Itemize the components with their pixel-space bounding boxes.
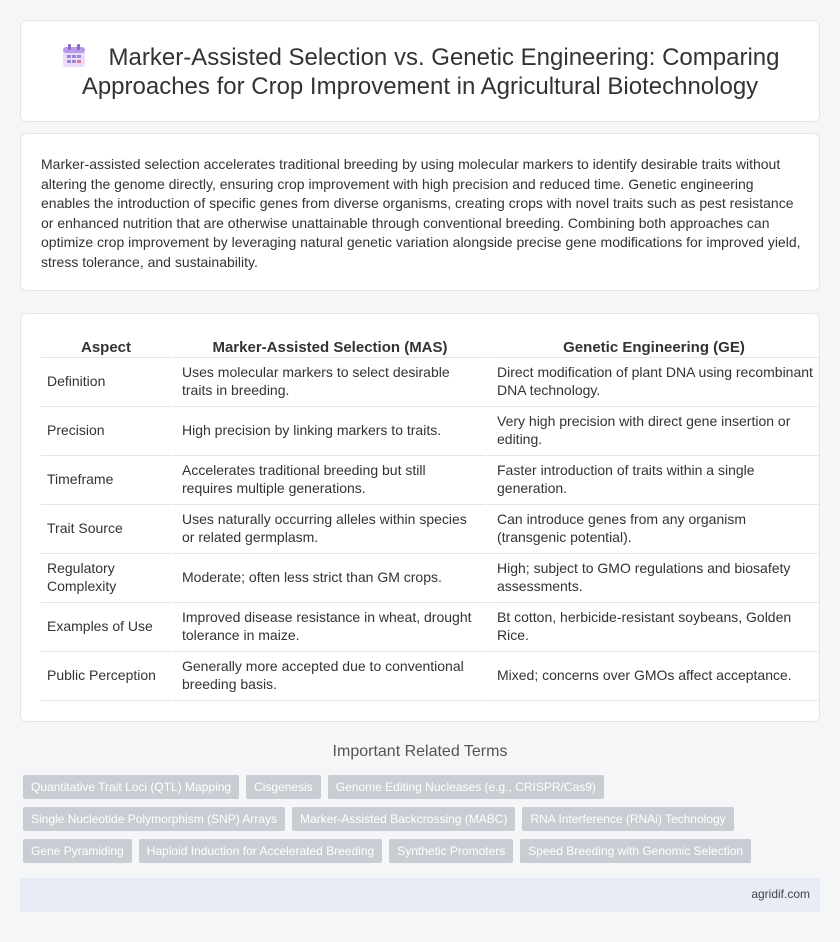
related-terms-heading: Important Related Terms [332, 743, 508, 760]
cell-ge: Mixed; concerns over GMOs affect acceptance. [486, 652, 819, 701]
table-row [41, 456, 819, 505]
cell-mas: Moderate; often less strict than GM crops. [171, 554, 486, 603]
title-line-2: Approaches for Crop Improvement in Agricultural Biotechnology [81, 73, 759, 100]
cell-mas: Accelerates traditional breeding but still requires multiple generations. [171, 456, 486, 505]
related-term-tag[interactable]: Haploid Induction for Accelerated Breeding [139, 839, 382, 863]
related-term-tag[interactable]: RNA Interference (RNAi) Technology [522, 807, 733, 831]
cell-aspect: Public Perception [41, 652, 171, 701]
header-ge: Genetic Engineering (GE) [486, 334, 819, 358]
related-terms-tags [23, 775, 823, 871]
table-row [41, 505, 819, 554]
table-row [41, 407, 819, 456]
tag-row [23, 775, 823, 799]
related-term-tag[interactable]: Synthetic Promoters [389, 839, 513, 863]
table-header-row [41, 334, 819, 358]
related-term-tag[interactable]: Quantitative Trait Loci (QTL) Mapping [23, 775, 239, 799]
cell-aspect: Precision [41, 407, 171, 456]
footer-site-link[interactable]: agridif.com [751, 887, 810, 901]
intro-card [20, 133, 820, 291]
comparison-table [41, 334, 819, 701]
cell-aspect: Examples of Use [41, 603, 171, 652]
page-title [21, 43, 819, 101]
intro-text: Marker-assisted selection accelerates traditional breeding by using molecular markers to identify desirable traits without altering the genome directly, ensuring crop improvement with high precision and reduced time. Genetic engineering enables the introduction of specific genes from diverse organisms, creating crops with novel traits such as pest resistance or enhanced nutrition that are otherwise unattainable through conventional breeding. Combining both approaches can optimize crop improvement by leveraging natural genetic variation alongside precise gene modifications for improved yield, stress tolerance, and sustainability. [41, 156, 801, 270]
table-row [41, 554, 819, 603]
cell-aspect: Definition [41, 358, 171, 407]
cell-ge: Faster introduction of traits within a single generation. [486, 456, 819, 505]
header-mas: Marker-Assisted Selection (MAS) [171, 334, 486, 358]
related-term-tag[interactable]: Genome Editing Nucleases (e.g., CRISPR/Cas9) [328, 775, 604, 799]
cell-aspect: Regulatory Complexity [41, 554, 171, 603]
tag-row [23, 807, 823, 831]
table-row [41, 358, 819, 407]
cell-mas: High precision by linking markers to traits. [171, 407, 486, 456]
title-card [20, 20, 820, 122]
cell-ge: Very high precision with direct gene insertion or editing. [486, 407, 819, 456]
title-line-1: Marker-Assisted Selection vs. Genetic Engineering: Comparing [108, 44, 780, 71]
related-term-tag[interactable]: Speed Breeding with Genomic Selection [520, 839, 751, 863]
cell-ge: Can introduce genes from any organism (transgenic potential). [486, 505, 819, 554]
table-row [41, 603, 819, 652]
header-aspect: Aspect [41, 334, 171, 358]
cell-aspect: Timeframe [41, 456, 171, 505]
table-row [41, 652, 819, 701]
cell-ge: High; subject to GMO regulations and biosafety assessments. [486, 554, 819, 603]
cell-ge: Direct modification of plant DNA using recombinant DNA technology. [486, 358, 819, 407]
cell-mas: Uses naturally occurring alleles within species or related germplasm. [171, 505, 486, 554]
calendar-grid-icon [61, 43, 87, 69]
comparison-table-card [20, 313, 820, 722]
related-term-tag[interactable]: Gene Pyramiding [23, 839, 132, 863]
cell-mas: Generally more accepted due to conventional breeding basis. [171, 652, 486, 701]
cell-aspect: Trait Source [41, 505, 171, 554]
cell-ge: Bt cotton, herbicide-resistant soybeans, Golden Rice. [486, 603, 819, 652]
related-term-tag[interactable]: Single Nucleotide Polymorphism (SNP) Arrays [23, 807, 285, 831]
footer [20, 878, 820, 912]
cell-mas: Uses molecular markers to select desirable traits in breeding. [171, 358, 486, 407]
tag-row [23, 839, 823, 863]
cell-mas: Improved disease resistance in wheat, drought tolerance in maize. [171, 603, 486, 652]
related-term-tag[interactable]: Cisgenesis [246, 775, 321, 799]
related-term-tag[interactable]: Marker-Assisted Backcrossing (MABC) [292, 807, 515, 831]
